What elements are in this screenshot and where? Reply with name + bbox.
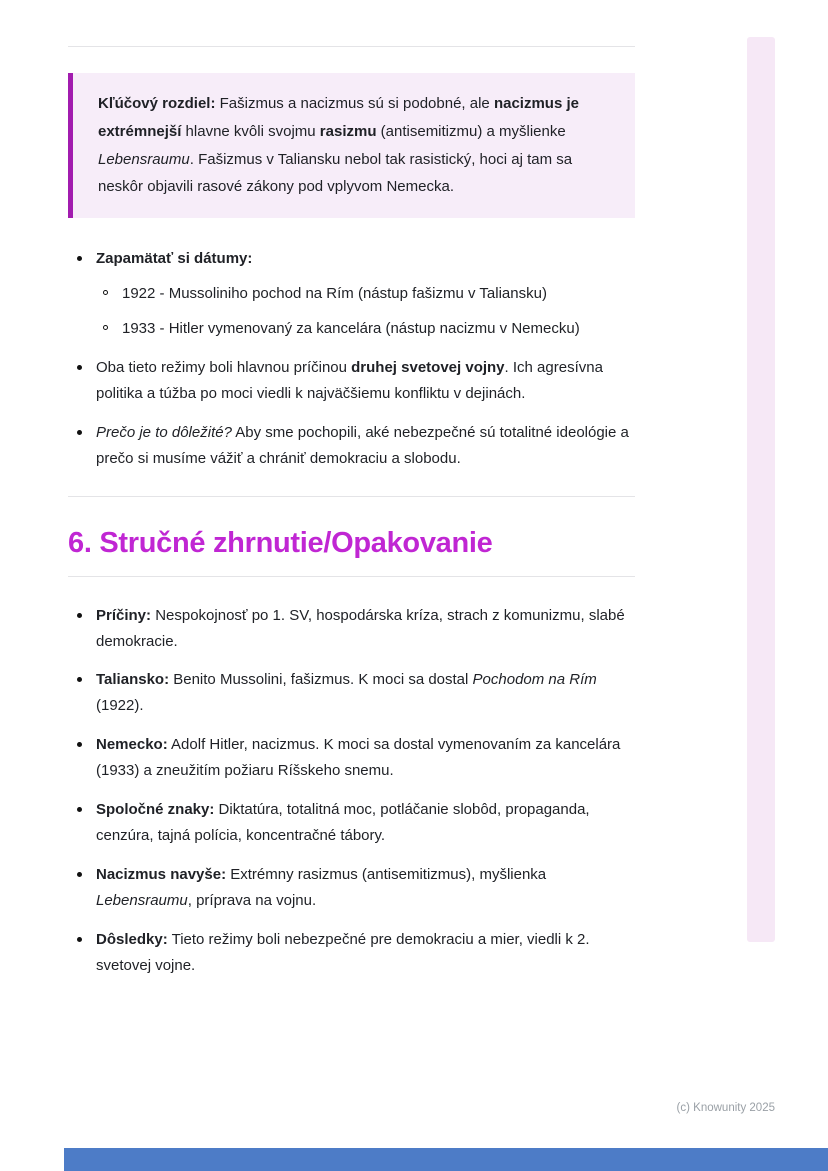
section-heading: 6. Stručné zhrnutie/Opakovanie xyxy=(68,526,493,559)
side-page-strip xyxy=(747,37,775,942)
sub-list-item-text: 1922 - Mussoliniho pochod na Rím (nástup fašizmu v Taliansku) xyxy=(122,284,547,302)
list-item xyxy=(68,355,635,407)
footer-credit: (c) Knowunity 2025 xyxy=(676,1102,775,1114)
list-item xyxy=(68,862,635,914)
circle-bullet-icon xyxy=(103,290,108,295)
list-item-text: Zapamätať si dátumy: xyxy=(96,250,253,267)
list-item xyxy=(68,420,635,472)
list-item-text: Spoločné znaky: Diktatúra, totalitná moc, potláčanie slobôd, propaganda, cenzúra, tajná polícia, koncentračné tábory. xyxy=(96,801,590,845)
list-item xyxy=(68,603,635,655)
next-page-edge-bar xyxy=(64,1148,828,1171)
divider-top xyxy=(68,46,635,47)
dates-sublist xyxy=(96,281,635,342)
sub-list-item xyxy=(96,316,635,342)
bullet-dot-icon xyxy=(77,613,82,618)
bullet-dot-icon xyxy=(77,256,82,261)
list-item xyxy=(68,246,635,342)
bullet-dot-icon xyxy=(77,807,82,812)
list-item-text: Príčiny: Nespokojnosť po 1. SV, hospodárska kríza, strach z komunizmu, slabé demokracie. xyxy=(96,606,625,650)
circle-bullet-icon xyxy=(103,325,108,330)
list-item-text: Taliansko: Benito Mussolini, fašizmus. K moci sa dostal Pochodom na Rím (1922). xyxy=(96,671,597,715)
bullet-dot-icon xyxy=(77,365,82,370)
list-item xyxy=(68,927,635,979)
summary-bullet-list xyxy=(68,603,635,979)
sub-list-item-text: 1933 - Hitler vymenovaný za kancelára (nástup nacizmu v Nemecku) xyxy=(122,319,580,337)
bullet-dot-icon xyxy=(77,677,82,682)
note-content-column xyxy=(68,0,635,992)
sub-list-item xyxy=(96,281,635,307)
bullet-dot-icon xyxy=(77,872,82,877)
divider-before-heading xyxy=(68,496,635,497)
list-item-text: Prečo je to dôležité? Aby sme pochopili, aké nebezpečné sú totalitné ideológie a prečo si musíme vážiť a chrániť demokraciu a slobodu. xyxy=(96,423,629,467)
notes-bullet-list xyxy=(68,246,635,472)
list-item xyxy=(68,732,635,784)
list-item-text: Oba tieto režimy boli hlavnou príčinou druhej svetovej vojny. Ich agresívna politika a túžba po moci viedli k najväčšiemu konfliktu v dejinách. xyxy=(96,358,603,402)
key-difference-callout xyxy=(68,73,635,218)
list-item-text: Nacizmus navyše: Extrémny rasizmus (antisemitizmus), myšlienka Lebensraumu, príprava na vojnu. xyxy=(96,866,547,909)
list-item-text: Nemecko: Adolf Hitler, nacizmus. K moci sa dostal vymenovaním za kancelára (1933) a zneužitím požiaru Ríšskeho snemu. xyxy=(96,736,621,780)
bullet-dot-icon xyxy=(77,430,82,435)
bullet-dot-icon xyxy=(77,742,82,747)
bullet-dot-icon xyxy=(77,937,82,942)
divider-after-heading xyxy=(68,576,635,577)
list-item xyxy=(68,797,635,849)
callout-text: Kľúčový rozdiel: Fašizmus a nacizmus sú si podobné, ale nacizmus je extrémnejší hlavne kvôli svojmu rasizmu (antisemitizmu) a myšlienke Lebensraumu. Fašizmus v Taliansku nebol tak rasistický, hoci aj tam sa neskôr objavili rasové zákony pod vplyvom Nemecka. xyxy=(98,95,579,196)
list-item-text: Dôsledky: Tieto režimy boli nebezpečné pre demokraciu a mier, viedli k 2. svetovej vojne. xyxy=(96,930,590,974)
list-item xyxy=(68,667,635,719)
